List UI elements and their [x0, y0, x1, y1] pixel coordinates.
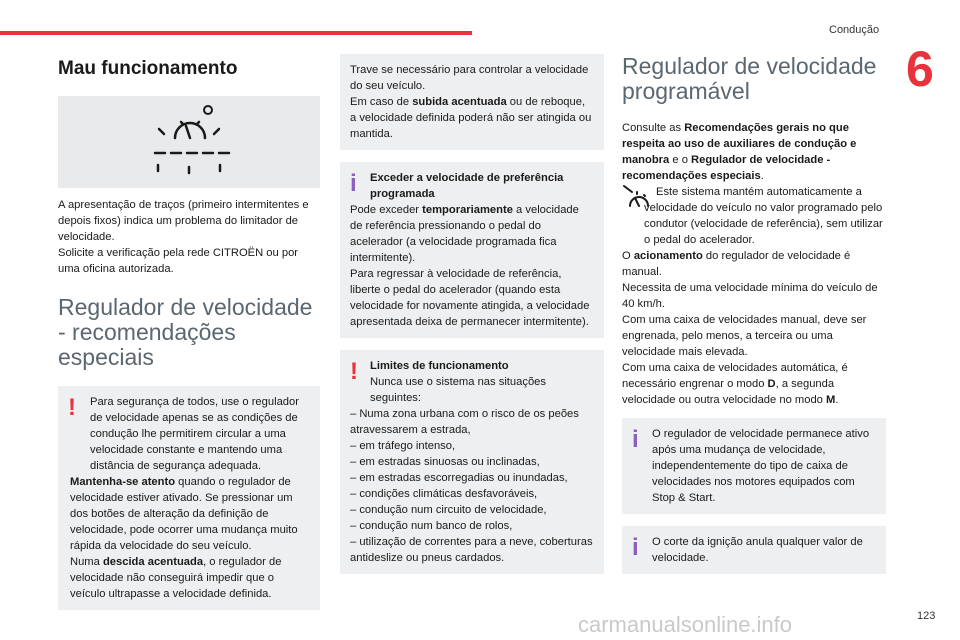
- top-accent-bar: [0, 31, 472, 35]
- operating-limits-title: Limites de funcionamento: [370, 360, 509, 372]
- cruise-description-row: [622, 184, 886, 248]
- warning-paragraph-3: Numa descida acentuada, o regulador de velocidade não conseguirá impedir que o veículo ultrapasse a velocidade definida.: [70, 556, 282, 600]
- watermark: carmanualsonline.info: [578, 612, 793, 637]
- cruise-text-4: Com uma caixa de velocidades manual, deve ser engrenada, pelo menos, a terceira ou uma velocidade mais elevada.: [622, 314, 867, 358]
- safety-warning-box: [58, 386, 320, 610]
- operating-limits-intro: Nunca use o sistema nas situações seguintes:: [370, 376, 546, 404]
- list-item: – utilização de correntes para a neve, coberturas antideslize ou pneus cardados.: [350, 536, 593, 564]
- cruise-text-5: Com uma caixa de velocidades automática, é necessário engrenar o modo D, a segunda velocidade ou outra velocidade no modo M.: [622, 362, 848, 406]
- operating-limits-warning-box: [340, 350, 604, 574]
- chapter-number: 6: [906, 41, 934, 97]
- warning-paragraph-2: Mantenha-se atento quando o regulador de velocidade estiver ativado. Se pressionar um dos botões de alteração da definição de velocidade, pode ocorrer uma mudança muito rápida da velocidade do seu veículo.: [70, 476, 298, 552]
- warning-paragraph-1: Para segurança de todos, use o regulador de velocidade apenas se as condições de condução lhe permitirem circular a uma velocidade constante e mantendo uma distância de segurança adequada.: [90, 396, 299, 472]
- cruise-intro: Consulte as Recomendações gerais no que respeita ao uso de auxiliares de condução e manobra e o Regulador de velocidade - recomendações especiais.: [622, 122, 857, 182]
- list-item: – em tráfego intenso,: [350, 440, 456, 452]
- warning-exclamation-icon: !: [68, 394, 76, 421]
- exceed-speed-text-2: Para regressar à velocidade de referência, liberte o pedal do acelerador (quando esta velocidade for novamente atingida, a velocidade apresentada deixa de permanecer intermitente).: [350, 268, 590, 328]
- list-item: – em estradas sinuosas ou inclinadas,: [350, 456, 540, 468]
- column-2: [340, 54, 604, 574]
- malfunction-text-1: A apresentação de traços (primeiro intermitentes e depois fixos) indica um problema do limitador de velocidade.: [58, 199, 309, 243]
- list-item: – condução num circuito de velocidade,: [350, 504, 547, 516]
- section-header: Condução: [829, 24, 880, 36]
- exceed-speed-info-box: [340, 162, 604, 338]
- column-3: [622, 54, 886, 574]
- gear-change-info-box: [622, 418, 886, 514]
- programmable-cruise-title: Regulador de velocidade programável: [622, 53, 877, 104]
- list-item: – condições climáticas desfavoráveis,: [350, 488, 538, 500]
- exceed-speed-title: Exceder a velocidade de preferência programada: [370, 172, 564, 200]
- info-i-icon: i: [632, 426, 639, 453]
- braking-text-1: Trave se necessário para controlar a velocidade do seu veículo.: [350, 64, 589, 92]
- speed-limiter-dashes-icon: [58, 96, 320, 188]
- ignition-info-text: O corte da ignição anula qualquer valor de velocidade.: [652, 536, 863, 564]
- cruise-text-2: O acionamento do regulador de velocidade é manual.: [622, 250, 851, 278]
- braking-note-box: [340, 54, 604, 150]
- ignition-info-box: [622, 526, 886, 574]
- special-recommendations-title: Regulador de velocidade - recomendações especiais: [58, 294, 313, 370]
- braking-text-2: Em caso de subida acentuada ou de reboque, a velocidade definida poderá não ser atingida ou mantida.: [350, 96, 592, 140]
- list-item: – em estradas escorregadias ou inundadas,: [350, 472, 568, 484]
- speed-limiter-display-figure: [58, 96, 320, 188]
- warning-exclamation-icon: !: [350, 358, 358, 385]
- malfunction-title: Mau funcionamento: [58, 58, 238, 79]
- column-1: [58, 54, 320, 610]
- gear-change-info-text: O regulador de velocidade permanece ativo após uma mudança de velocidade, independentemente do tipo de caixa de velocidades nos motores equipados com Stop & Start.: [652, 428, 870, 504]
- cruise-text-1: Este sistema mantém automaticamente a velocidade do veículo no valor programado pelo condutor (velocidade de referência), sem utilizar o pedal do acelerador.: [644, 186, 883, 246]
- info-i-icon: i: [350, 170, 357, 197]
- list-item: – condução num banco de rolos,: [350, 520, 513, 532]
- malfunction-text-2: Solicite a verificação pela rede CITROËN ou por uma oficina autorizada.: [58, 247, 299, 275]
- cruise-text-3: Necessita de uma velocidade mínima do veículo de 40 km/h.: [622, 282, 878, 310]
- exceed-speed-text-1: Pode exceder temporariamente a velocidade de referência pressionando o pedal do acelerador (a velocidade programada fica intermitente).: [350, 204, 579, 264]
- list-item: – Numa zona urbana com o risco de os peões atravessarem a estrada,: [350, 408, 579, 436]
- page-number: 123: [917, 610, 936, 622]
- info-i-icon: i: [632, 534, 639, 561]
